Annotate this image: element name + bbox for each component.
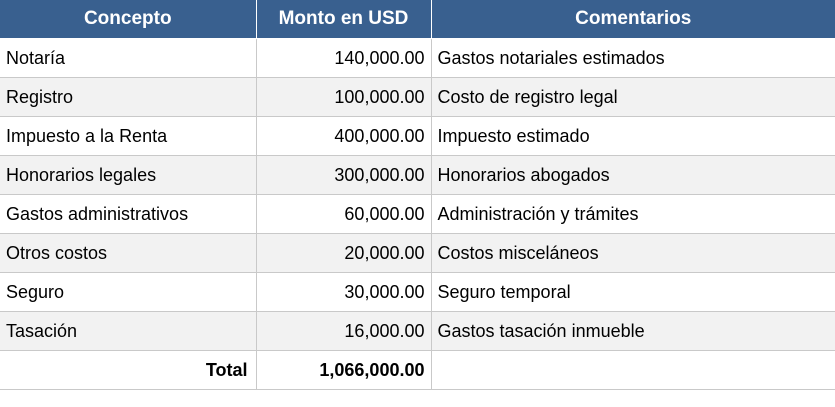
total-comentario xyxy=(431,351,835,390)
cell-monto: 60,000.00 xyxy=(256,195,431,234)
table-header xyxy=(0,0,835,39)
column-header-comentarios: Comentarios xyxy=(431,0,835,39)
cell-comentario: Gastos notariales estimados xyxy=(431,39,835,78)
cell-concepto: Gastos administrativos xyxy=(0,195,256,234)
table-body xyxy=(0,39,835,390)
table-header-row xyxy=(0,0,835,39)
cell-monto: 140,000.00 xyxy=(256,39,431,78)
cell-monto: 400,000.00 xyxy=(256,117,431,156)
cell-comentario: Administración y trámites xyxy=(431,195,835,234)
cell-monto: 300,000.00 xyxy=(256,156,431,195)
table-row xyxy=(0,312,835,351)
cell-concepto: Seguro xyxy=(0,273,256,312)
cell-concepto: Honorarios legales xyxy=(0,156,256,195)
column-header-monto: Monto en USD xyxy=(256,0,431,39)
total-label: Total xyxy=(0,351,256,390)
cell-concepto: Otros costos xyxy=(0,234,256,273)
total-monto: 1,066,000.00 xyxy=(256,351,431,390)
cell-comentario: Gastos tasación inmueble xyxy=(431,312,835,351)
cell-comentario: Costo de registro legal xyxy=(431,78,835,117)
table-row xyxy=(0,273,835,312)
cell-monto: 20,000.00 xyxy=(256,234,431,273)
cell-comentario: Impuesto estimado xyxy=(431,117,835,156)
table-total-row xyxy=(0,351,835,390)
table-row xyxy=(0,234,835,273)
cell-monto: 100,000.00 xyxy=(256,78,431,117)
cell-comentario: Honorarios abogados xyxy=(431,156,835,195)
table-row xyxy=(0,39,835,78)
table-row xyxy=(0,78,835,117)
cell-comentario: Costos misceláneos xyxy=(431,234,835,273)
cell-concepto: Registro xyxy=(0,78,256,117)
table-row xyxy=(0,195,835,234)
cell-monto: 16,000.00 xyxy=(256,312,431,351)
cell-concepto: Tasación xyxy=(0,312,256,351)
cell-comentario: Seguro temporal xyxy=(431,273,835,312)
cell-monto: 30,000.00 xyxy=(256,273,431,312)
table-row xyxy=(0,156,835,195)
cell-concepto: Impuesto a la Renta xyxy=(0,117,256,156)
column-header-concepto: Concepto xyxy=(0,0,256,39)
cell-concepto: Notaría xyxy=(0,39,256,78)
table-row xyxy=(0,117,835,156)
